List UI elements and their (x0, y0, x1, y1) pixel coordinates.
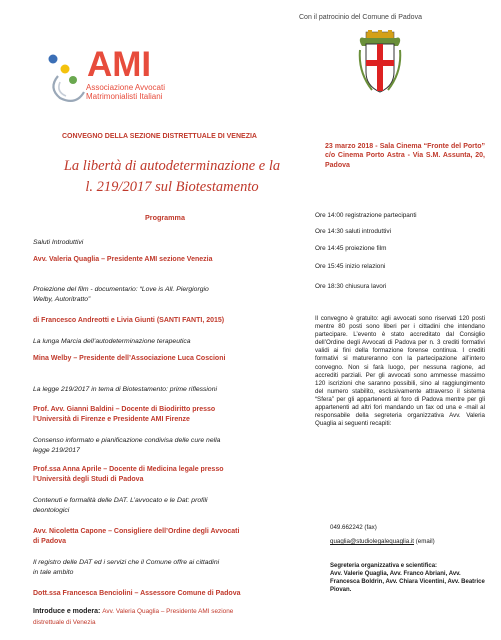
event-title-line1: La libertà di autodeterminazione e la (63, 158, 281, 174)
program-speaker: l’Università di Firenze e Presidente AMI Firenze (33, 416, 190, 423)
programma-heading: Programma (145, 213, 185, 222)
schedule-item: Ore 14:30 saluti introduttivi (315, 228, 392, 235)
program-topic: Contenuti e formalità delle DAT. L’avvocato e le Dat: profili (33, 497, 208, 504)
program-speaker: Prof. Avv. Gianni Baldini – Docente di Biodiritto presso (33, 406, 216, 413)
program-topic: Welby, Autoritratto” (33, 296, 91, 303)
program-topic: La lunga Marcia dell’autodeterminazione terapeutica (33, 338, 191, 345)
segreteria-label: Segreteria organizzativa e scientifica: (330, 563, 438, 569)
logo-subtitle-1: Associazione Avvocati (86, 83, 166, 92)
program-speaker: di Padova (33, 538, 67, 545)
contact-fax: 049.662242 (fax) (330, 524, 377, 531)
convegno-heading: CONVEGNO DELLA SEZIONE DISTRETTUALE DI VENEZIA (62, 133, 257, 140)
patronage-text: Con il patrocinio del Comune di Padova (299, 14, 422, 21)
program-topic: in tale ambito (33, 569, 74, 576)
closing-name-line2: distrettuale di Venezia (33, 619, 96, 626)
program-speaker: Dott.ssa Francesca Benciolini – Assessore Comune di Padova (33, 590, 241, 597)
schedule-item: Ore 14:45 proiezione film (315, 245, 387, 252)
program-topic: Proiezione del film - documentario: “Love is All. Piergiorgio (33, 286, 209, 293)
segreteria-names: Avv. Valerie Quaglia, Avv. Franco Abriani, Avv. Francesca Boldrin, Avv. Chiara Vicentini, Avv. Beatrice Piovan. (330, 570, 485, 593)
program-topic: deontologici (33, 507, 70, 514)
schedule-item: Ore 14:00 registrazione partecipanti (315, 212, 417, 219)
event-description: Il convegno è gratuito: agli avvocati sono riservati 120 posti mentre 80 posti sono liberi per i cittadini che intendano partecipare. L’evento è stato accreditato dal Consiglio dell’Ordine degli Avvocati di Padova per n. 3 crediti formativi validi ai fini della formazione forense continua. I crediti formativi si matureranno con la partecipazione all’intero convegno. Non si farà luogo, per nessuna ragione, ad accrediti parziali. Per gli avvocati sono ammesse massimo 120 iscrizioni che saranno possibili, sino al raggiungimento del numero stabilito, esclusivamente attraverso il sistema “Sfera” per gli appartenenti al foro di Padova mentre per gli appartenenti ad altri fori mandando un fax od una e -mail al responsabile della segreteria organizzativa Avv. Valeria Quaglia ai seguenti recapiti: (315, 315, 485, 428)
event-title-line2: l. 219/2017 sul Biotestamento (85, 179, 259, 195)
padova-crest-icon (358, 30, 402, 96)
program-speaker: di Francesco Andreotti e Livia Giunti (SANTI FANTI, 2015) (33, 317, 225, 324)
schedule-item: Ore 15:45 inizio relazioni (315, 263, 386, 270)
contact-email-link[interactable]: quaglia@studiolegalequaglia.it (330, 538, 415, 545)
logo-subtitle-2: Matrimonialisti Italiani (86, 92, 163, 101)
event-title (52, 156, 292, 198)
closing-moderator (33, 608, 295, 616)
program-speaker: Avv. Valeria Quaglia – Presidente AMI sezione Venezia (33, 256, 213, 263)
program-topic: legge 219/2017 (33, 447, 80, 454)
program-speaker: Avv. Nicoletta Capone – Consigliere dell’Ordine degli Avvocati (33, 528, 240, 535)
logo-title: AMI (87, 45, 152, 84)
program-speaker: Prof.ssa Anna Aprile – Docente di Medicina legale presso (33, 466, 224, 473)
program-speaker: l’Università degli Studi di Padova (33, 476, 144, 483)
venue-info: 23 marzo 2018 - Sala Cinema “Fronte del Porto” c/o Cinema Porto Astra - Via S.M. Assunta, 20, Padova (325, 143, 485, 169)
program-speaker: Mina Welby – Presidente dell’Associazione Luca Coscioni (33, 355, 226, 362)
contact-email-row (330, 538, 435, 545)
closing-label: Introduce e modera: (33, 608, 103, 615)
contact-email-suffix: (email) (414, 538, 435, 545)
program-topic: Saluti Introduttivi (33, 239, 84, 246)
program-topic: Il registro delle DAT ed i servizi che il Comune offre ai cittadini (33, 559, 220, 566)
program-topic: Consenso informato e pianificazione condivisa delle cure nella (33, 437, 221, 444)
schedule-item: Ore 18:30 chiusura lavori (315, 283, 387, 290)
closing-name: Avv. Valeria Quaglia – Presidente AMI sezione (102, 608, 234, 615)
program-topic: La legge 219/2017 in tema di Biotestamento: prime riflessioni (33, 386, 218, 393)
segreteria-block (330, 563, 490, 595)
